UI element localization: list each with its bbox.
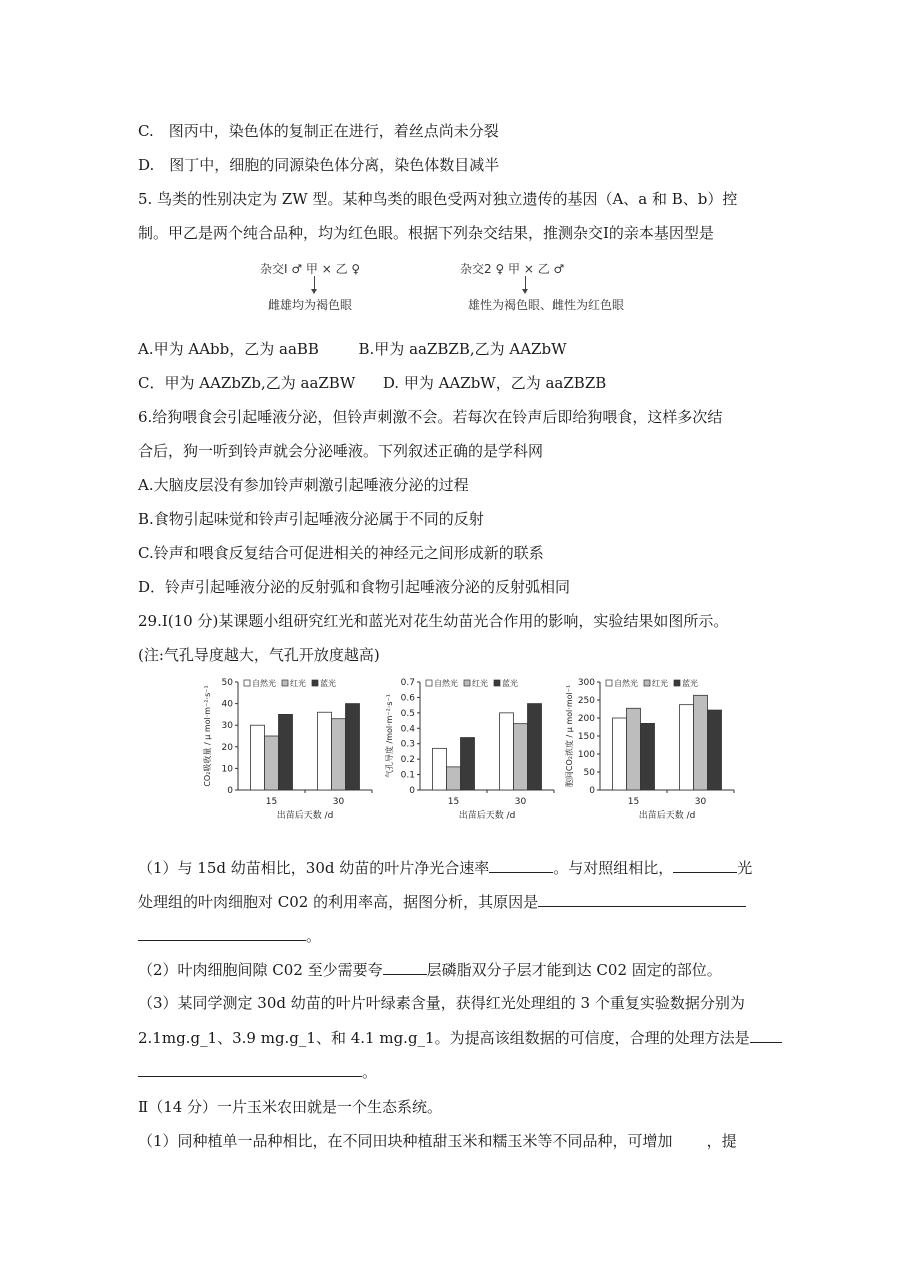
part-2-question-1-text-a: （1）同种植单一品种相比，在不同田块种植甜玉米和糯玉米等不同品种，可增加	[138, 1132, 673, 1150]
answer-blank-4[interactable]	[138, 925, 306, 941]
bar-1-0	[627, 708, 641, 790]
legend-swatch	[244, 680, 250, 686]
cross-2-arrowhead	[522, 289, 528, 294]
bar-2-1	[528, 704, 542, 790]
y-tick-label: 50	[221, 678, 233, 688]
x-tick-label: 30	[694, 797, 707, 807]
option-d: D. 甲为 AAZbW，乙为 aaZBZB	[382, 374, 607, 392]
sub-question-1-line-3	[138, 925, 321, 946]
legend-swatch	[674, 680, 680, 686]
question-6-option-c: C.铃声和喂食反复结合可促进相关的神经元之间形成新的联系	[138, 544, 544, 562]
y-tick-label: 0.5	[400, 708, 415, 719]
y-tick-label: 0.6	[400, 693, 415, 704]
cross-2-result: 雄性为褐色眼、雌性为红色眼	[468, 298, 625, 312]
bar-0-0	[613, 718, 627, 790]
y-axis-label: 气孔导度 /mol·m⁻²·s⁻¹	[385, 693, 394, 779]
y-tick-label: 0.1	[400, 770, 415, 781]
chart-co2-uptake-svg	[200, 672, 378, 832]
y-tick-label: 40	[221, 699, 233, 710]
y-tick-label: 0.4	[400, 724, 415, 735]
y-axis-label: CO₂吸收量 / μ mol·m⁻²·s⁻¹	[203, 685, 212, 787]
bar-2-0	[461, 738, 475, 790]
cross-2-parents: 杂交2 ♀ 甲 × 乙 ♂	[460, 262, 565, 276]
legend-label: 红光	[652, 679, 668, 688]
bar-2-1	[346, 704, 360, 790]
x-tick-label: 15	[447, 797, 460, 807]
legend-label: 蓝光	[502, 679, 518, 688]
sub-question-2-text-b: 层磷脂双分子层才能到达 C02 固定的部位。	[426, 961, 722, 979]
bar-0-0	[251, 725, 265, 790]
legend-label: 红光	[472, 679, 488, 688]
cross-1-result: 雌雄均为褐色眼	[268, 298, 353, 312]
bar-0-1	[318, 712, 332, 790]
chart-stomatal-conductance-svg	[382, 672, 560, 832]
y-tick-label: 50	[583, 768, 595, 778]
bar-0-1	[680, 705, 694, 790]
option-d-stage: D. 图丁中，细胞的同源染色体分离，染色体数目减半	[138, 156, 500, 174]
chart-stomatal-conductance	[382, 672, 560, 836]
y-tick-label: 0	[409, 786, 415, 796]
sub-question-3-text-c: 。	[362, 1063, 378, 1081]
options-c-d	[138, 373, 606, 393]
answer-blank-6[interactable]	[750, 1027, 782, 1043]
option-b: B.甲为 aaZBZB,乙为 AAZbW	[358, 340, 567, 358]
cross-1-parents: 杂交Ⅰ ♂ 甲 × 乙 ♀	[260, 262, 361, 276]
sub-question-1-text-d: 处理组的叶肉细胞对 C02 的利用率高，据图分析，其原因是	[138, 893, 539, 911]
question-6-line-1: 6.给狗喂食会引起唾液分泌，但铃声刺激不会。若每次在铃声后即给狗喂食，这样多次结	[138, 408, 723, 426]
y-tick-label: 200	[577, 714, 595, 724]
y-tick-label: 100	[577, 750, 595, 760]
answer-blank-7[interactable]	[138, 1061, 362, 1077]
sub-question-3-text-b: 2.1mg.g_1、3.9 mg.g_1、和 4.1 mg.g_1。为提高该组数据的可信度，合理的处理方法是	[138, 1029, 750, 1047]
sub-question-2	[138, 959, 722, 980]
legend-label: 蓝光	[320, 679, 336, 688]
x-tick-label: 15	[627, 797, 640, 807]
option-c: C．甲为 AAZbZb,乙为 aaZBW	[138, 374, 356, 392]
chart-intercellular-co2	[562, 672, 740, 836]
option-c-stage: C. 图丙中，染色体的复制正在进行，着丝点尚未分裂	[138, 122, 499, 140]
x-tick-label: 15	[265, 797, 278, 807]
bar-1-0	[447, 767, 461, 790]
y-tick-label: 30	[221, 721, 233, 732]
y-tick-label: 0.3	[400, 739, 415, 750]
x-tick-label: 30	[332, 797, 345, 807]
legend-label: 蓝光	[682, 679, 698, 688]
cross-1-arrowhead	[311, 289, 317, 294]
bar-2-1	[708, 710, 722, 790]
chart-co2-uptake	[200, 672, 378, 836]
y-tick-label: 0.7	[400, 678, 415, 688]
sub-question-1-text-e: 。	[306, 927, 322, 945]
sub-question-1-text-c: 光	[737, 859, 753, 877]
chart-intercellular-co2-svg	[562, 672, 740, 832]
question-29-note: (注:气孔导度越大，气孔开放度越高)	[138, 646, 380, 664]
legend-swatch	[494, 680, 500, 686]
question-6-option-b: B.食物引起味觉和铃声引起唾液分泌属于不同的反射	[138, 510, 484, 528]
part-2-question-1-text-b: ，提	[706, 1132, 737, 1150]
x-tick-label: 30	[514, 797, 527, 807]
cross-2-arrow	[525, 276, 526, 290]
bar-2-0	[279, 714, 293, 790]
answer-blank-5[interactable]	[383, 959, 427, 975]
part-2-heading: Ⅱ（14 分）一片玉米农田就是一个生态系统。	[138, 1098, 443, 1116]
cross-1-arrow	[314, 276, 315, 290]
sub-question-1-text-b: 。与对照组相比，	[553, 859, 674, 877]
legend-swatch	[282, 680, 288, 686]
sub-question-3-line-3	[138, 1061, 377, 1082]
x-axis-label: 出苗后天数 /d	[276, 811, 334, 821]
sub-question-1-text-a: （1）与 15d 幼苗相比，30d 幼苗的叶片净光合速率	[138, 859, 490, 877]
x-axis-label: 出苗后天数 /d	[458, 811, 516, 821]
answer-blank-1[interactable]	[489, 857, 553, 873]
question-29-intro: 29.Ⅰ(10 分)某课题小组研究红光和蓝光对花生幼苗光合作用的影响，实验结果如图所示。	[138, 612, 729, 630]
bar-2-0	[641, 723, 655, 790]
bar-0-0	[433, 748, 447, 790]
question-6-option-d: D．铃声引起唾液分泌的反射弧和食物引起唾液分泌的反射弧相同	[138, 578, 571, 596]
y-tick-label: 0	[227, 786, 233, 796]
x-axis-label: 出苗后天数 /d	[638, 811, 696, 821]
option-a: A.甲为 AAbb，乙为 aaBB	[138, 340, 319, 358]
question-5-line-2: 制。甲乙是两个纯合品种，均为红色眼。根据下列杂交结果，推测杂交Ⅰ的亲本基因型是	[138, 224, 714, 242]
y-axis-label: 胞间CO₂浓度 / μ mol·mol⁻¹	[565, 684, 574, 788]
question-6-line-2: 合后，狗一听到铃声就会分泌唾液。下列叙述正确的是学科网	[138, 442, 544, 460]
legend-swatch	[426, 680, 432, 686]
y-tick-label: 150	[577, 732, 595, 742]
y-tick-label: 20	[221, 742, 233, 753]
y-tick-label: 300	[577, 678, 595, 688]
bar-1-1	[694, 695, 708, 790]
question-5-line-1: 5. 鸟类的性别决定为 ZW 型。某种鸟类的眼色受两对独立遗传的基因（A、a 和 B、b）控	[138, 190, 738, 208]
legend-label: 红光	[290, 679, 306, 688]
answer-blank-3[interactable]	[538, 891, 746, 907]
sub-question-1-line-1	[138, 857, 752, 878]
y-tick-label: 10	[221, 764, 233, 775]
legend-label: 自然光	[252, 679, 276, 688]
sub-question-2-text-a: （2）叶肉细胞间隙 C02 至少需要夸	[138, 961, 383, 979]
legend-swatch	[312, 680, 318, 686]
options-a-b	[138, 339, 567, 359]
legend-swatch	[606, 680, 612, 686]
sub-question-1-line-2	[138, 891, 746, 912]
question-6-option-a: A.大脑皮层没有参加铃声刺激引起唾液分泌的过程	[138, 476, 469, 494]
bar-1-1	[332, 719, 346, 790]
bar-1-0	[265, 736, 279, 790]
y-tick-label: 0.2	[400, 755, 415, 766]
legend-label: 自然光	[434, 679, 458, 688]
sub-question-3-line-1: （3）某同学测定 30d 幼苗的叶片叶绿素含量，获得红光处理组的 3 个重复实验数据分别为	[138, 994, 745, 1012]
legend-swatch	[464, 680, 470, 686]
y-tick-label: 0	[589, 786, 595, 796]
bar-0-1	[500, 713, 514, 790]
part-2-question-1	[138, 1131, 737, 1151]
legend-label: 自然光	[614, 679, 638, 688]
bar-1-1	[514, 724, 528, 790]
legend-swatch	[644, 680, 650, 686]
sub-question-3-line-2	[138, 1027, 782, 1048]
answer-blank-2[interactable]	[673, 857, 737, 873]
y-tick-label: 250	[577, 696, 595, 706]
